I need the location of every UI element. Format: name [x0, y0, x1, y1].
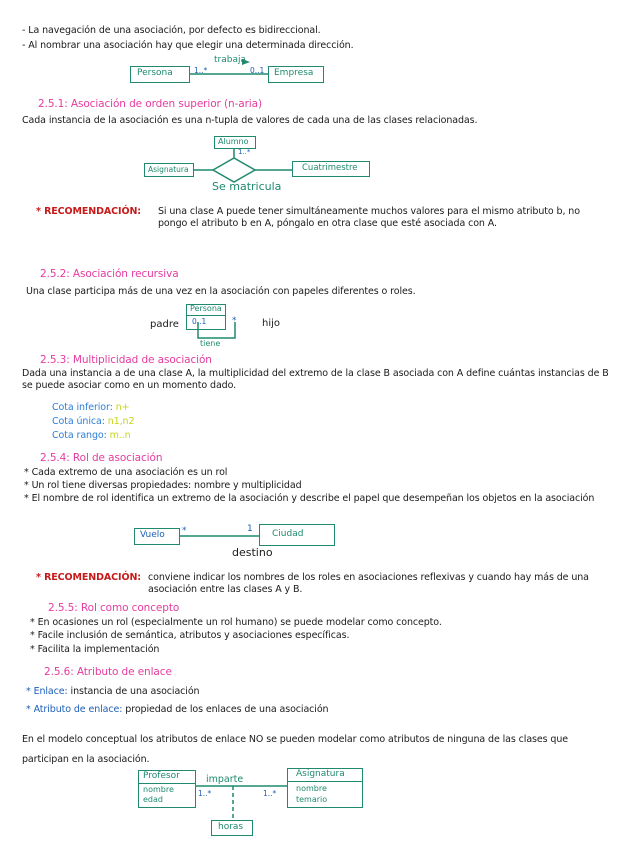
d2-class-cuatrimestre: [292, 161, 370, 177]
d5-mult-right: 1..*: [263, 789, 277, 798]
mult-inferior-label: Cota inferior:: [52, 402, 113, 413]
d4-role-destino: destino: [232, 546, 273, 559]
mult-rango-value: m..n: [109, 430, 131, 441]
s256-heading: 2.5.6: Atributo de enlace: [44, 666, 172, 678]
d5-profesor-attr-nombre: nombre: [143, 785, 174, 794]
d5-profesor-attr-edad: edad: [143, 795, 163, 804]
d3-role-hijo: hijo: [262, 318, 281, 329]
rec2-label: * RECOMENDACIÓN:: [36, 572, 141, 583]
s252-heading: 2.5.2: Asociación recursiva: [40, 268, 179, 280]
d1-verb: trabaja: [214, 55, 246, 65]
d4-mult-right: 1: [247, 524, 253, 534]
d3-role-padre: padre: [150, 319, 179, 330]
d5-verb: imparte: [206, 774, 244, 785]
s254-bullet-2: * Un rol tiene diversas propiedades: nombre y multiplicidad: [24, 480, 302, 491]
d5-class-asignatura: [287, 768, 363, 808]
mult-rango-label: Cota rango:: [52, 430, 107, 441]
s256-def-atributo: [26, 704, 328, 716]
d1-mult-right: 0..1: [250, 66, 265, 75]
d5-class-profesor: [138, 770, 196, 808]
d2-class-alumno-label: Alumno: [218, 137, 249, 146]
mult-rango: [52, 430, 131, 442]
intro-line-2: - Al nombrar una asociación hay que elegir una determinada dirección.: [22, 40, 354, 51]
d5-asignatura-attr-temario: temario: [296, 795, 328, 804]
d2-mult: 1..*: [238, 148, 251, 156]
d4-class-ciudad-label: Ciudad: [272, 529, 304, 539]
d1-class-persona-label: Persona: [137, 68, 173, 78]
rec2-text: conviene indicar los nombres de los roles en asociaciones reflexivas y cuando hay más de una asociación entre las clases A y B.: [148, 572, 589, 595]
d5-class-profesor-divider: [139, 783, 195, 784]
rec1-label: * RECOMENDACIÓN:: [36, 206, 141, 217]
d3-class-persona-label: Persona: [190, 304, 222, 313]
d4-class-ciudad: [259, 524, 335, 546]
s256-def-enlace-label: * Enlace:: [26, 686, 68, 697]
d5-asignatura-attr-nombre: nombre: [296, 784, 327, 793]
s255-heading: 2.5.5: Rol como concepto: [48, 602, 180, 614]
d5-link-class-horas: [211, 820, 253, 836]
mult-unica: [52, 416, 134, 428]
d2-class-cuatrimestre-label: Cuatrimestre: [302, 163, 358, 173]
s256-def-atributo-text: propiedad de los enlaces de una asociación: [125, 704, 329, 715]
s256-text: En el modelo conceptual los atributos de enlace NO se pueden modelar como atributos de ninguna de las clases que participan en la asociación.: [22, 734, 569, 765]
intro-line-1: - La navegación de una asociación, por defecto es bidireccional.: [22, 25, 321, 36]
d2-class-asignatura-label: Asignatura: [148, 165, 189, 174]
d4-mult-left: *: [182, 526, 187, 536]
d4-class-vuelo: [134, 528, 180, 545]
d1-class-persona: [130, 66, 190, 83]
mult-unica-value: n1,n2: [107, 416, 135, 427]
d4-class-vuelo-label: Vuelo: [140, 530, 165, 540]
d3-class-persona-title: [186, 304, 226, 316]
mult-inferior-value: n+: [115, 402, 130, 413]
d5-class-asignatura-divider: [288, 781, 362, 782]
s254-bullet-3: * El nombre de rol identifica un extremo de la asociación y describe el papel que desempeñan los objetos en la asociación: [24, 493, 595, 504]
s254-heading: 2.5.4: Rol de asociación: [40, 452, 163, 464]
d5-class-asignatura-title: Asignatura: [296, 769, 345, 779]
s256-def-atributo-label: * Atributo de enlace:: [26, 704, 123, 715]
d3-mult: 0..1: [192, 317, 207, 326]
s256-def-enlace: [26, 686, 199, 698]
s255-bullet-3: * Facilita la implementación: [30, 644, 160, 655]
d1-mult-left: 1..*: [194, 66, 208, 75]
d2-diamond: [213, 158, 255, 182]
mult-inferior: [52, 402, 129, 414]
s254-bullet-1: * Cada extremo de una asociación es un rol: [24, 467, 228, 478]
d3-verb: tiene: [200, 339, 221, 348]
s255-bullet-1: * En ocasiones un rol (especialmente un rol humano) se puede modelar como concepto.: [30, 617, 442, 628]
d5-link-class-horas-label: horas: [218, 822, 244, 832]
d1-class-empresa-label: Empresa: [274, 68, 314, 78]
d1-class-empresa: [268, 66, 324, 83]
d2-class-asignatura: [144, 163, 194, 177]
s252-text: Una clase participa más de una vez en la asociación con papeles diferentes o roles.: [26, 286, 416, 297]
d5-class-profesor-title: Profesor: [143, 771, 180, 781]
mult-unica-label: Cota única:: [52, 416, 105, 427]
d3-star: *: [232, 316, 237, 326]
rec1-text: Si una clase A puede tener simultáneamente muchos valores para el mismo atributo b, no pongo el atributo b en A, póngalo en otra clase que esté asociada con A.: [158, 206, 580, 229]
s251-heading: 2.5.1: Asociación de orden superior (n-aria): [38, 98, 262, 110]
s251-text: Cada instancia de la asociación es una n-tupla de valores de cada una de las clases relacionadas.: [22, 115, 478, 126]
s253-heading: 2.5.3: Multiplicidad de asociación: [40, 354, 212, 366]
d2-caption: Se matricula: [212, 180, 282, 193]
d5-mult-left: 1..*: [198, 789, 212, 798]
s255-bullet-2: * Facile inclusión de semántica, atributos y asociaciones específicas.: [30, 630, 350, 641]
s256-def-enlace-text: instancia de una asociación: [70, 686, 200, 697]
s253-text: Dada una instancia a de una clase A, la multiplicidad del extremo de la clase B asociada con A define cuántas instancias de B se puede asociar como en un momento dado.: [22, 368, 609, 391]
